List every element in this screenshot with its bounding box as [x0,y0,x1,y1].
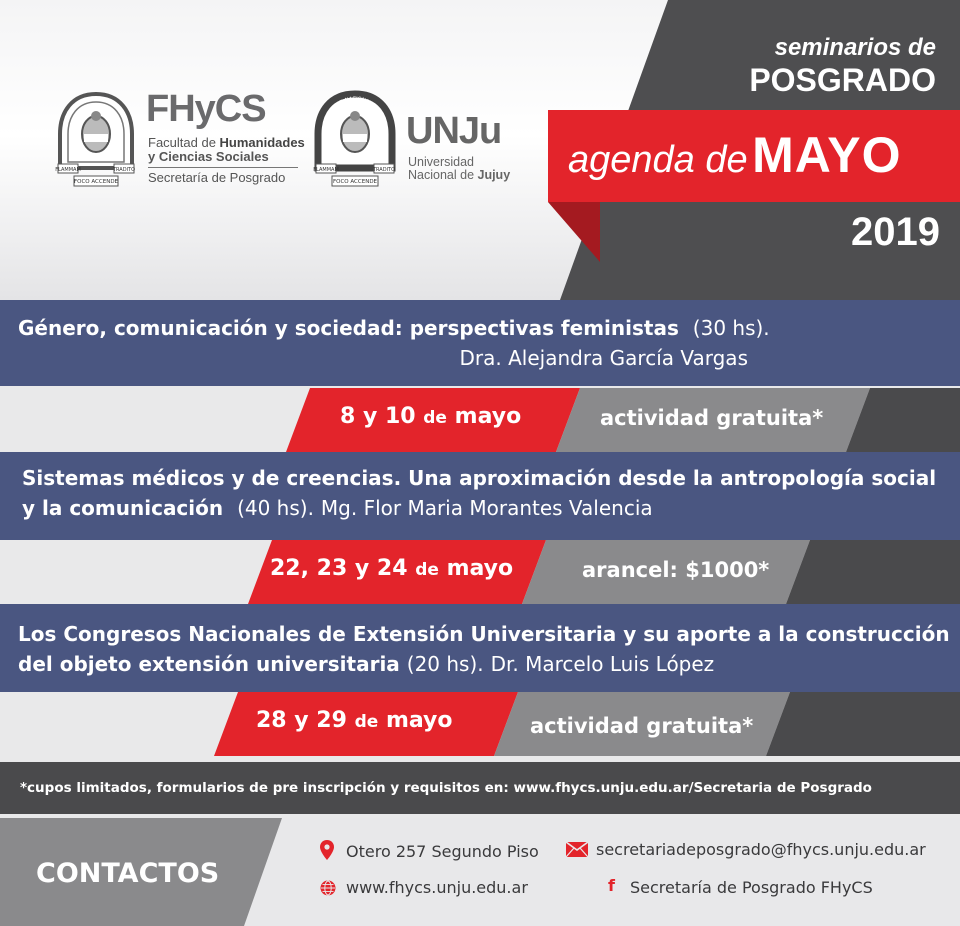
unju-logo [312,90,532,200]
unju-subtitle [408,156,528,182]
seminar-2-hours: (40 hs). [237,496,314,520]
fhycs-acronym: FHyCS [146,88,266,130]
fhycs-line1-bold: Humanidades [219,135,305,150]
note-text: *cupos limitados, formularios de pre inscripción y requisitos en: www.fhycs.unju.edu.ar/Secretaria de Posgrado [20,780,872,796]
seminar-3-date [256,708,453,733]
seminar-2-title-line2 [22,496,653,520]
fhycs-subtitle [148,136,308,185]
seminar-2-teacher: Mg. Flor Maria Morantes Valencia [320,496,653,520]
seminar-3-title-line1: Los Congresos Nacionales de Extensión Universitaria y su aporte a la construcción [18,622,950,646]
seminar-3-title-end: del objeto extensión universitaria [18,652,400,676]
location-pin-icon [320,840,334,860]
fhycs-line1-pre: Facultad de [148,135,220,150]
agenda-italic: agenda de [568,139,748,181]
seminar-2-date-month: mayo [446,556,514,581]
envelope-icon [566,842,588,857]
seminar-2-date-num: 22, 23 y 24 [270,556,408,581]
seminar-3-date-row [0,692,960,756]
facebook-icon: f [608,876,615,895]
seal-bottom-text: FOCO ACCENDE [73,179,119,185]
contact-email[interactable]: secretariadeposgrado@fhycs.unju.edu.ar [596,840,926,859]
seminar-2-price: arancel: $1000* [582,558,770,582]
seminar-2-date-de: de [415,560,439,580]
posgrado-label: POSGRADO [749,62,936,98]
unju-seal-right-text: TRADITO [372,167,396,173]
seminarios-label: seminarios de [774,34,936,61]
seminar-1-hours: (30 hs). [692,316,770,340]
seminar-1-date-month: mayo [454,404,522,429]
seminar-3-date-de: de [354,712,379,732]
seminar-1-date-num: 8 y 10 [340,404,416,429]
fhycs-logo [54,90,304,200]
unju-line2-pre: Nacional de [408,168,478,182]
unju-seal-left-text: FLAMMAM [313,167,339,173]
fhycs-seal-icon [54,90,138,194]
seminar-1-title [18,316,770,340]
unju-acronym: UNJu [406,110,502,152]
seminar-1-date-de: de [423,408,447,428]
seminar-2-date [270,556,513,581]
seminar-3-title-line2 [18,652,714,676]
seminar-1-price: actividad gratuita* [600,406,824,430]
seminar-2-title-line1: Sistemas médicos y de creencias. Una aproximación desde la antropología social [22,466,937,490]
unju-line1: Universidad [408,155,475,169]
contact-website[interactable]: www.fhycs.unju.edu.ar [346,878,528,897]
seminar-3-date-num: 28 y 29 [256,708,347,733]
seminar-1-band [0,300,960,386]
contacts-title: CONTACTOS [36,858,220,889]
contact-facebook[interactable]: Secretaría de Posgrado FHyCS [630,878,873,897]
fhycs-line3: Secretaría de Posgrado [148,167,298,185]
seminar-1-date [340,404,521,429]
unju-line2-bold: Jujuy [477,168,511,182]
agenda-title [568,126,902,184]
seminar-2-title-end: y la comunicación [22,496,224,520]
agenda-month: MAYO [752,127,902,183]
seminar-1-teacher: Dra. Alejandra García Vargas [459,346,748,370]
unju-seal-arc-text: UNIVERSIDAD NACIONAL DE JUJUY [322,95,387,131]
seal-left-text: FLAMMAM [55,167,81,173]
seminar-3-teacher: Dr. Marcelo Luis López [490,652,715,676]
seminar-3-date-month: mayo [385,708,453,733]
globe-icon [320,880,336,896]
unju-seal-bottom-text: FOCO ACCENDE [332,179,378,185]
seminar-1-name: Género, comunicación y sociedad: perspectivas feministas [18,316,679,340]
seminar-3-price: actividad gratuita* [530,714,754,738]
fhycs-line2: y Ciencias Sociales [148,149,269,164]
contact-address: Otero 257 Segundo Piso [346,842,539,861]
seminar-3-band [0,604,960,692]
seminar-3-hours: (20 hs). [406,652,484,676]
year-label: 2019 [851,210,940,254]
unju-seal-icon [312,90,398,194]
seal-right-text: TRADITO [112,167,136,173]
